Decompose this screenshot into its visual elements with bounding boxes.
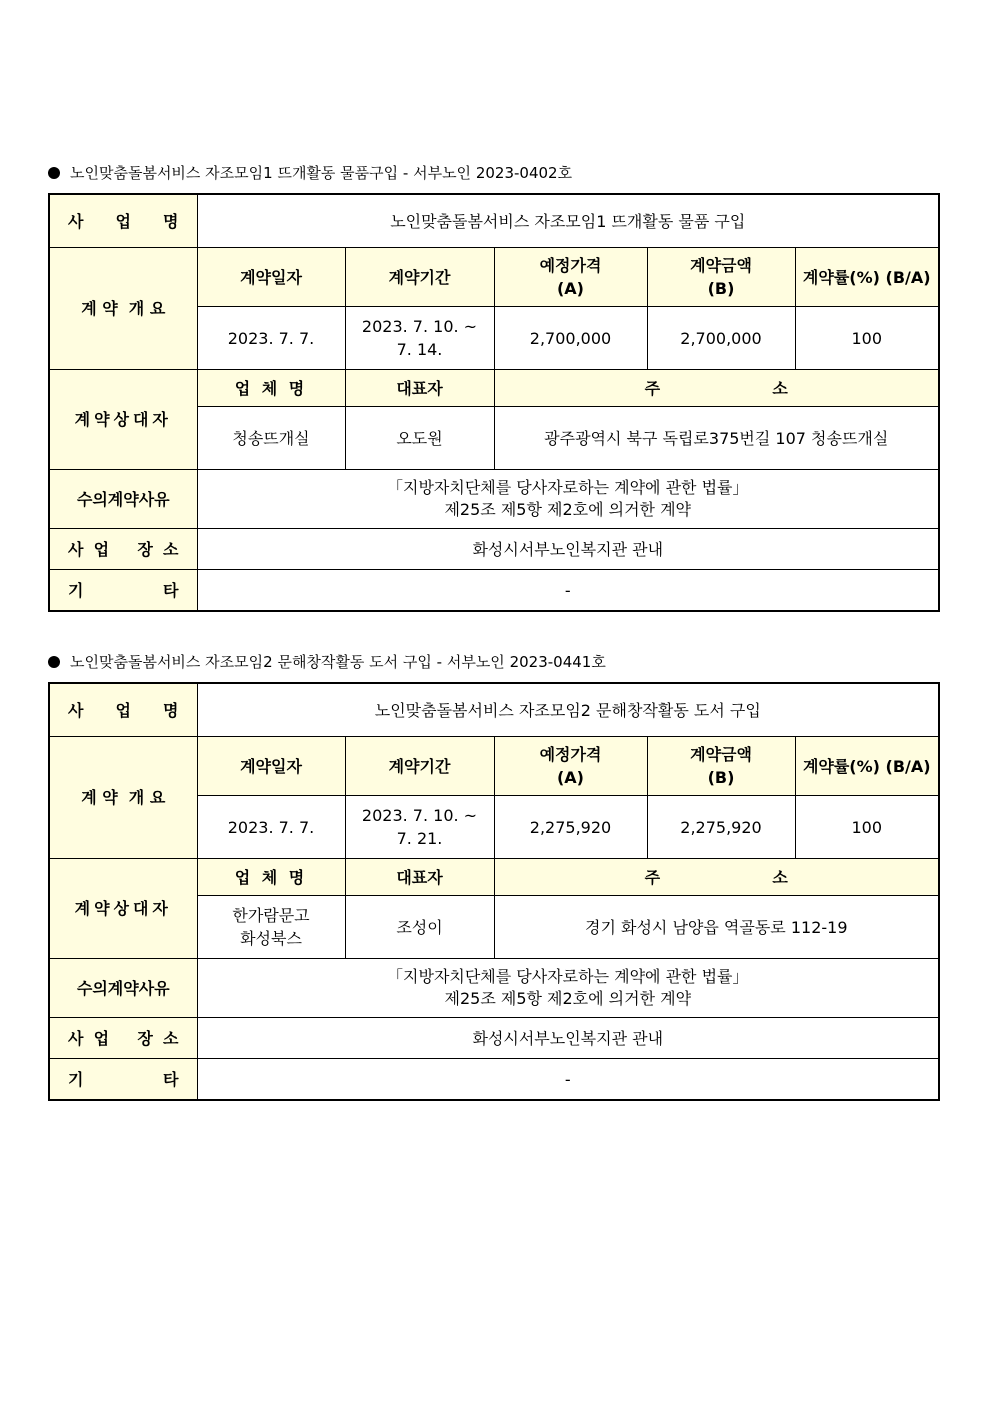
- contract-table: [48, 193, 940, 612]
- bullet-icon: [48, 656, 60, 668]
- header-contract-rate: 계약률(%) (B/A): [795, 248, 939, 307]
- place-label: 사 업 장 소: [49, 529, 197, 570]
- value-contract-rate: 100: [795, 796, 939, 859]
- header-estimated-price: 예정가격 (A): [494, 737, 647, 796]
- value-representative: 조성이: [345, 896, 494, 959]
- etc-label: 기 타: [49, 1059, 197, 1101]
- biz-name-value: 노인맞춤돌봄서비스 자조모임2 문해창작활동 도서 구입: [197, 683, 939, 737]
- contract-section-1: [48, 160, 938, 612]
- value-contract-period: 2023. 7. 10. ~ 7. 14.: [345, 307, 494, 370]
- header-representative: 대표자: [345, 370, 494, 407]
- place-label: 사 업 장 소: [49, 1018, 197, 1059]
- value-contract-amount: 2,275,920: [647, 796, 795, 859]
- value-contract-amount: 2,700,000: [647, 307, 795, 370]
- header-contract-rate: 계약률(%) (B/A): [795, 737, 939, 796]
- value-address: 광주광역시 북구 독립로375번길 107 청송뜨개실: [494, 407, 939, 470]
- header-contract-amount: 계약금액 (B): [647, 737, 795, 796]
- place-value: 화성시서부노인복지관 관내: [197, 529, 939, 570]
- reason-value: 「지방자치단체를 당사자로하는 계약에 관한 법률」 제25조 제5항 제2호에 의거한 계약: [197, 959, 939, 1018]
- value-contract-date: 2023. 7. 7.: [197, 796, 345, 859]
- header-contract-period: 계약기간: [345, 737, 494, 796]
- partner-label: 계약상대자: [49, 370, 197, 470]
- value-representative: 오도원: [345, 407, 494, 470]
- value-contract-date: 2023. 7. 7.: [197, 307, 345, 370]
- header-address: 주 소: [494, 859, 939, 896]
- contract-table: [48, 682, 940, 1101]
- value-contract-period: 2023. 7. 10. ~ 7. 21.: [345, 796, 494, 859]
- etc-label: 기 타: [49, 570, 197, 612]
- header-address: 주 소: [494, 370, 939, 407]
- place-value: 화성시서부노인복지관 관내: [197, 1018, 939, 1059]
- reason-value: 「지방자치단체를 당사자로하는 계약에 관한 법률」 제25조 제5항 제2호에 의거한 계약: [197, 470, 939, 529]
- section-heading: 노인맞춤돌봄서비스 자조모임2 문해창작활동 도서 구입 - 서부노인 2023-0441호: [48, 649, 938, 675]
- section-heading: 노인맞춤돌봄서비스 자조모임1 뜨개활동 물품구입 - 서부노인 2023-0402호: [48, 160, 938, 186]
- contract-section-2: [48, 649, 938, 1101]
- value-estimated-price: 2,275,920: [494, 796, 647, 859]
- overview-label: 계 약 개 요: [49, 248, 197, 370]
- value-estimated-price: 2,700,000: [494, 307, 647, 370]
- partner-label: 계약상대자: [49, 859, 197, 959]
- value-company: 한가람문고 화성북스: [197, 896, 345, 959]
- reason-label: 수의계약사유: [49, 959, 197, 1018]
- header-company: 업 체 명: [197, 370, 345, 407]
- header-contract-date: 계약일자: [197, 248, 345, 307]
- header-representative: 대표자: [345, 859, 494, 896]
- value-company: 청송뜨개실: [197, 407, 345, 470]
- biz-name-value: 노인맞춤돌봄서비스 자조모임1 뜨개활동 물품 구입: [197, 194, 939, 248]
- header-estimated-price: 예정가격 (A): [494, 248, 647, 307]
- overview-label: 계 약 개 요: [49, 737, 197, 859]
- biz-name-label: 사 업 명: [49, 683, 197, 737]
- bullet-icon: [48, 167, 60, 179]
- etc-value: -: [197, 570, 939, 612]
- value-contract-rate: 100: [795, 307, 939, 370]
- header-contract-amount: 계약금액 (B): [647, 248, 795, 307]
- header-contract-date: 계약일자: [197, 737, 345, 796]
- reason-label: 수의계약사유: [49, 470, 197, 529]
- biz-name-label: 사 업 명: [49, 194, 197, 248]
- etc-value: -: [197, 1059, 939, 1101]
- value-address: 경기 화성시 남양읍 역골동로 112-19: [494, 896, 939, 959]
- header-company: 업 체 명: [197, 859, 345, 896]
- header-contract-period: 계약기간: [345, 248, 494, 307]
